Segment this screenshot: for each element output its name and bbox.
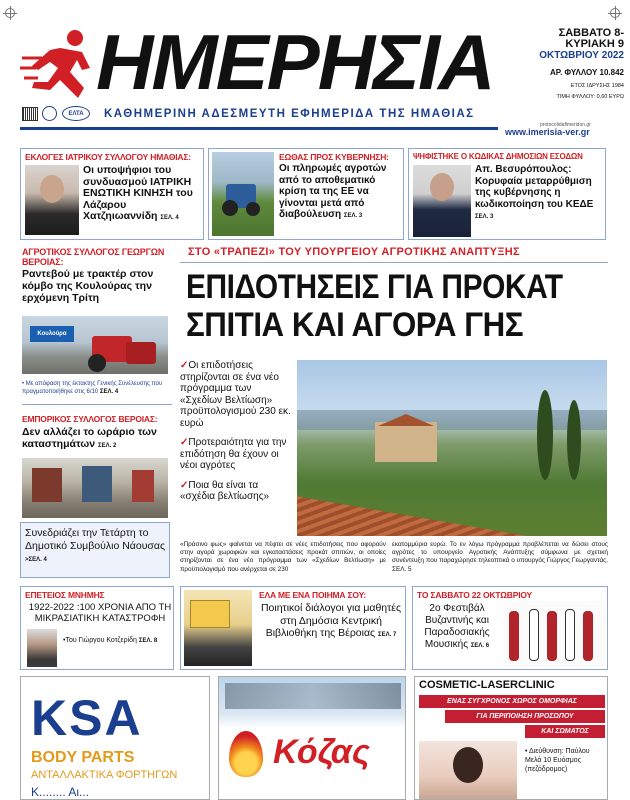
issue-number: ΑΡ. ΦΥΛΛΟΥ 10.842 [550,68,624,77]
masthead-rule [20,127,498,130]
ksa-line-2: ΑΝΤΑΛΛΑΚΤΙΚΑ ΦΟΡΤΗΓΩΝ [31,769,178,781]
bottom-story-3-headline-text: 2ο Φεστιβάλ Βυζαντινής και Παραδοσιακής Μουσικής [424,603,490,650]
top-story-2[interactable] [208,148,404,240]
left-divider-1 [22,404,172,405]
main-bullet-1 [180,360,294,429]
cosmetic-banner-3: ΚΑΙ ΣΩΜΑΤΟΣ [525,725,605,738]
main-bullet-2 [180,437,294,472]
main-bullet-2-text: Προτεραιότητα για την επιδότηση θα έχουν οι νέοι αγρότες [180,437,287,471]
left-story-1-headline[interactable]: Ραντεβού με τρακτέρ στον κόμβο της Κουλούρας την ερχόμενη Τρίτη [22,268,154,304]
check-icon: ✓ [180,360,189,371]
bottom-story-1-headline: 1922-2022 :100 ΧΡΟΝΙΑ ΑΠΟ ΤΗ ΜΙΚΡΑΣΙΑΤΙΚΗ ΚΑΤΑΣΤΡΟΦΗ [28,602,172,624]
issue-price: ΤΙΜΗ ΦΥΛΛΟΥ: 0,60 ΕΥΡΩ [556,94,624,100]
bottom-story-2[interactable] [180,586,406,670]
bottom-story-2-headline [259,602,403,642]
top-story-3[interactable] [408,148,606,240]
runner-logo-icon [20,28,100,102]
main-bullets [180,360,294,503]
small-logos [22,106,94,122]
shops-photo [22,458,168,518]
left-story-2-headline-text: Δεν αλλάζει το ωράριο των καταστημάτων [22,426,157,450]
date-line-1: ΣΑΒΒΑΤΟ 8- [558,27,624,39]
check-icon: ✓ [180,479,189,491]
bottom-story-3-headline [417,603,497,652]
flame-icon [229,731,263,777]
main-story-kicker-rule [180,262,608,263]
author-photo [27,629,57,667]
cosmetic-banner-1: ΕΝΑΣ ΣΥΓΧΡΟΝΟΣ ΧΩΡΟΣ ΟΜΟΡΦΙΑΣ [419,695,605,708]
kozas-logo: Κόζας [273,733,370,771]
bottom-story-1-byline [63,635,171,647]
issue-date-block [516,28,624,103]
bottom-story-3[interactable] [412,586,608,670]
main-bullet-3-text: Ποια θα είναι τα «σχέδια βελτίωσης» [180,479,270,502]
top-story-3-page: ΣΕΛ. 3 [475,214,494,220]
tractors-photo [22,316,168,374]
ad-kozas[interactable] [218,676,406,800]
bottom-story-1-byline-text: •Του Γιώργου Κοτζερίδη [63,637,137,644]
top-story-1-kicker: ΕΚΛΟΓΕΣ ΙΑΤΡΙΚΟΥ ΣΥΛΛΟΓΟΥ ΗΜΑΘΙΑΣ: [25,152,191,162]
cosmetic-title: COSMETIC-LASERCLINIC [419,679,555,691]
top-story-2-page: ΣΕΛ. 3 [343,213,363,219]
book-photo [184,590,252,666]
ksa-line-1: BODY PARTS [31,749,135,766]
tractor-photo [212,152,274,236]
left-story-1-caption [22,380,172,396]
left-story-2-headline[interactable] [22,426,172,452]
dancers-photo [503,601,605,667]
minister-photo [413,165,471,237]
doctor-photo [25,165,79,235]
main-story-kicker: ΣΤΟ «ΤΡΑΠΕΖΙ» ΤΟΥ ΥΠΟΥΡΓΕΙΟΥ ΑΓΡΟΤΙΚΗΣ ΑΝΑΠΤΥΞΗΣ [188,246,520,258]
main-body-right-text: εκατομμύρια ευρώ. Το εν λόγω πρόγραμμα προβλέπεται να δώσει στους αγρότες το υπουργείο Αγροτικής Ανάπτυξης σύμφωνα με σχετική συνέντευξη που παραχώρησε τηλεοπτικά ο υπουργός Γιώργος Γεωργαντάς. [392,541,608,565]
seal-icon [42,106,57,121]
ksa-line-3: Κ........ Αι... [31,785,90,799]
website-link[interactable]: www.imerisia-ver.gr [505,127,590,137]
elta-logo: ΕΛΤΑ [62,106,90,121]
left-story-3-page: >ΣΕΛ. 4 [25,557,47,563]
left-story-1-caption-text: • Με απόφαση της έκτακτης Γενικής Συνέλευσης που πραγματοποιήθηκε στις 6/10 [22,381,163,395]
ksa-logo: KSA [31,690,143,746]
founded-year: ΕΤΟΣ ΙΔΡΥΣΗΣ 1984 [570,83,624,89]
check-icon: ✓ [180,437,189,448]
left-story-2-kicker: ΕΜΠΟΡΙΚΟΣ ΣΥΛΛΟΓΟΣ ΒΕΡΟΙΑΣ: [22,414,158,424]
date-month: ΟΚΤΩΒΡΙΟΥ 2022 [539,50,624,61]
masthead [0,0,630,142]
top-story-1-headline-text: Οι υποψήφιοι του συνδυασμού ΙΑΤΡΙΚΗ ΕΝΩΤΙΚΗ ΚΙΝΗΣΗ του Λάζαρου Χατζηιωαννίδη [83,164,193,222]
main-headline-line-2[interactable]: ΣΠΙΤΙΑ ΚΑΙ ΑΓΟΡΑ ΓΗΣ [186,306,524,344]
road-sign: Κουλούρα [30,326,74,342]
bottom-story-2-headline-text: Ποιητικοί διάλογοι για μαθητές στη Δημόσια Κεντρική Βιβλιοθήκη της Βέροιας [260,602,402,639]
barcode-icon [22,107,38,121]
main-body-left [180,541,386,574]
left-story-3-headline-text: Συνεδριάζει την Τετάρτη το Δημοτικό Συμβούλιο Νάουσας [25,527,166,552]
top-story-3-headline-text: Απ. Βεσυρόπουλος: Κορυφαία μεταρρύθμιση της κυβέρνησης η κωδικοποίηση του ΚΕΔΕ [475,164,594,210]
top-story-1-page: ΣΕΛ. 4 [160,215,179,221]
cosmetic-banner-2: ΓΙΑ ΠΕΡΙΠΟΙΗΣΗ ΠΡΟΣΩΠΟΥ [445,710,605,723]
main-bullet-3 [180,480,294,503]
beauty-photo [419,741,517,799]
ad-cosmetic[interactable] [414,676,608,800]
bottom-story-1[interactable] [20,586,174,670]
main-body-left-text: «Πράσινο φως» φαίνεται να πέφτει σε νέες επιδοτήσεις που αφορούν στην αγορά χωραφιών και εγκαταστάσεις προκάτ σπιτιών, οι οποίες στηρίζονται σε ένα νέο πρόγραμμα των «Σχεδίων Βελτίωση» με προϋπολογισμό που ανέρχεται σε 230 [180,541,386,573]
main-body-right [392,541,608,574]
top-story-2-headline [279,163,401,223]
left-story-3-headline [25,527,169,567]
top-story-2-kicker: ΕΩΘΑΣ ΠΡΟΣ ΚΥΒΕΡΝΗΣΗ: [279,152,389,162]
bottom-story-1-kicker: ΕΠΕΤΕΙΟΣ ΜΝΗΜΗΣ [25,590,105,600]
top-story-1-headline [83,165,201,225]
date-line-2: ΚΥΡΙΑΚΗ 9 [565,38,624,50]
main-story-page: ΣΕΛ. 5 [392,565,412,573]
left-story-1-kicker: ΑΓΡΟΤΙΚΟΣ ΣΥΛΛΟΓΟΣ ΓΕΩΡΓΩΝ ΒΕΡΟΙΑΣ: [22,247,165,267]
left-story-2-page: ΣΕΛ. 2 [98,443,117,449]
top-story-3-kicker: ΨΗΦΙΣΤΗΚΕ Ο ΚΩΔΙΚΑΣ ΔΗΜΟΣΙΩΝ ΕΣΟΔΩΝ [413,152,583,161]
bottom-story-2-page: ΣΕΛ. 7 [378,632,397,638]
protocol-site: protocolidafimeridon.gr [540,122,591,128]
top-story-3-headline [475,164,605,224]
countryside-house-photo [297,360,607,536]
main-bullet-1-text: Οι επιδοτήσεις στηρίζονται σε ένα νέο πρόγραμμα των «Σχεδίων Βελτίωση» προϋπολογισμού 230 εκ. ευρώ [180,360,291,429]
left-story-3[interactable] [20,522,170,578]
masthead-tagline: ΚΑΘΗΜΕΡΙΝΗ ΑΔΕΣΜΕΥΤΗ ΕΦΗΜΕΡΙΔΑ ΤΗΣ ΗΜΑΘΙΑΣ [104,108,475,120]
main-headline-line-1[interactable]: ΕΠΙΔΟΤΗΣΕΙΣ ΓΙΑ ΠΡΟΚΑΤ [186,268,563,306]
bottom-story-3-kicker: ΤΟ ΣΑΒΒΑΤΟ 22 ΟΚΤΩΒΡΙΟΥ [417,590,533,600]
bottom-story-2-kicker: ΕΛΑ ΜΕ ΕΝΑ ΠΟΙΗΜΑ ΣΟΥ: [259,590,367,600]
left-story-1-page: ΣΕΛ. 4 [99,389,119,395]
ad-ksa[interactable] [20,676,210,800]
top-story-2-headline-text: Οι πληρωμές αγροτών από το αποθεματικό κρίση τα της ΕΕ να γίνονται μετά από διαβούλευση [279,163,387,220]
bottom-story-1-page: ΣΕΛ. 8 [138,638,158,644]
top-story-1[interactable] [20,148,204,240]
cosmetic-address: • Διεύθυνση: Παύλου Μελά 10 Ευόσμος (πεζόδρομος) [525,748,590,773]
bottom-story-3-page: ΣΕΛ. 6 [470,643,490,649]
masthead-title: ΗΜΕΡΗΣΙΑ [96,18,494,106]
